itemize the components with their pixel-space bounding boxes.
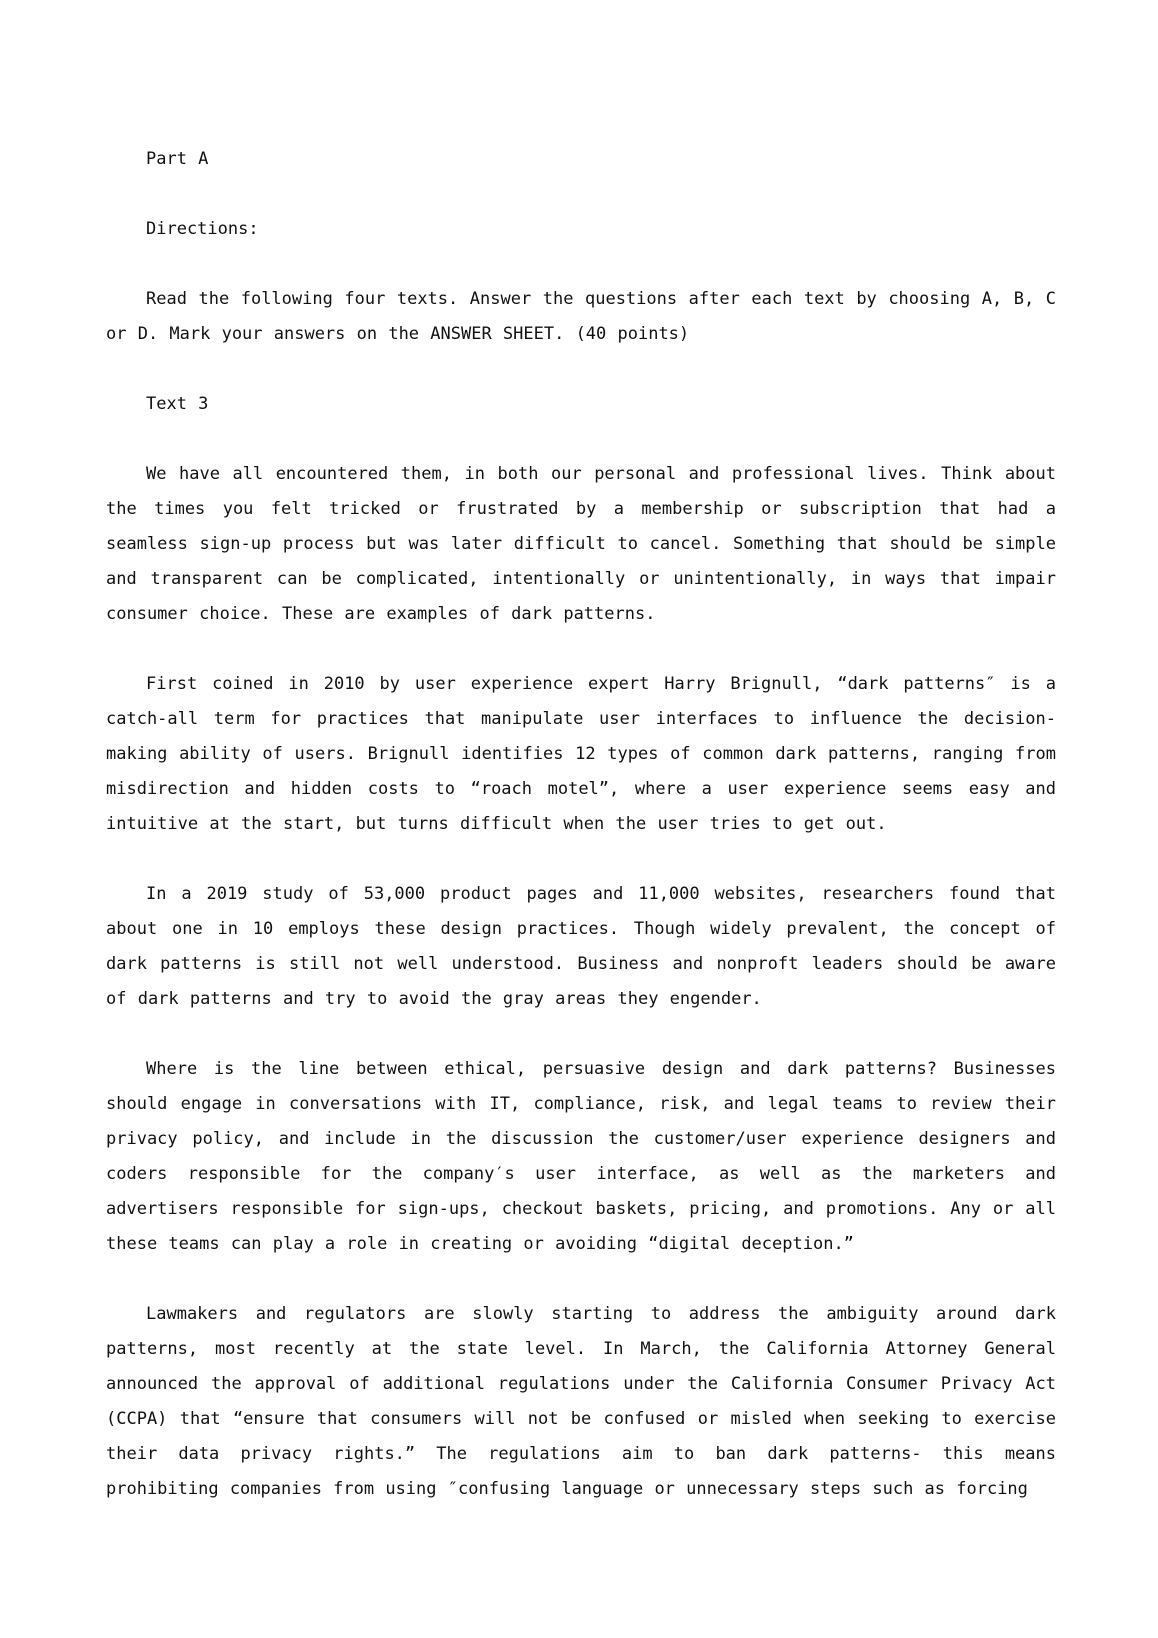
body-paragraph: In a 2019 study of 53,000 product pages and 11,000 websites, researchers found that about one in 10 employs these design practices. Though widely prevalent, the concept of dark patterns is still not well understood. Business and nonproft leaders should be aware of dark patterns and try to avoid the gray areas they engender.: [106, 884, 1056, 1009]
body-paragraph: We have all encountered them, in both our personal and professional lives. Think about the times you felt tricked or frustrated by a membership or subscription that had a seamless sign-up process but was later difficult to cancel. Something that should be simple and transparent can be complicated, intentionally or unintentionally, in ways that impair consumer choice. These are examples of dark patterns.: [106, 464, 1056, 624]
body-paragraph: Where is the line between ethical, persuasive design and dark patterns? Businesses should engage in conversations with IT, compliance, risk, and legal teams to review their privacy policy, and include in the discussion the customer/user experience designers and coders responsible for the company′s user interface, as well as the marketers and advertisers responsible for sign-ups, checkout baskets, pricing, and promotions. Any or all these teams can play a role in creating or avoiding “digital deception.”: [106, 1059, 1056, 1254]
instructions-paragraph: Read the following four texts. Answer the questions after each text by choosing A, B, C or D. Mark your answers on the ANSWER SHEET. (40 points): [106, 289, 1056, 344]
part-heading: Part A: [146, 149, 209, 169]
body-paragraph: First coined in 2010 by user experience expert Harry Brignull, “dark patterns″ is a catch-all term for practices that manipulate user interfaces to influence the decision-making ability of users. Brignull identifies 12 types of common dark patterns, ranging from misdirection and hidden costs to “roach motel”, where a user experience seems easy and intuitive at the start, but turns difficult when the user tries to get out.: [106, 674, 1056, 834]
text-label: Text 3: [146, 394, 209, 414]
directions-label: Directions:: [146, 219, 259, 239]
body-paragraph: Lawmakers and regulators are slowly starting to address the ambiguity around dark patterns, most recently at the state level. In March, the California Attorney General announced the approval of additional regulations under the California Consumer Privacy Act (CCPA) that “ensure that consumers will not be confused or misled when seeking to exercise their data privacy rights.” The regulations aim to ban dark patterns- this means prohibiting companies from using ″confusing language or unnecessary steps such as forcing: [106, 1304, 1056, 1499]
